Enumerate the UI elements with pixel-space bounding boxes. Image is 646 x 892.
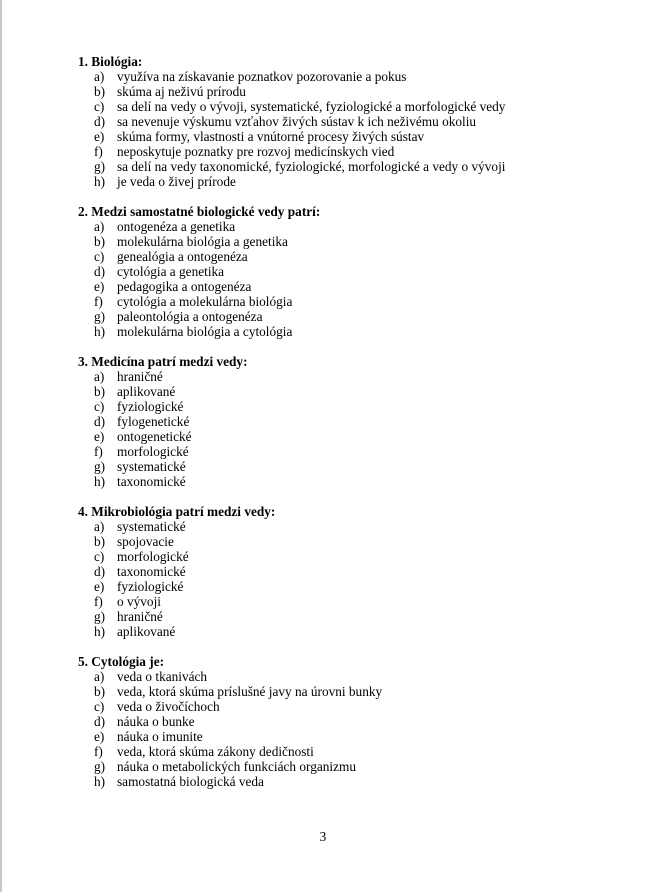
answer-text: hraničné — [117, 369, 163, 384]
answer-letter: d) — [94, 264, 106, 279]
answer-letter: e) — [94, 429, 105, 444]
answer-option — [78, 579, 578, 594]
answer-option — [78, 594, 578, 609]
answer-text: náuka o bunke — [117, 714, 195, 729]
answer-option — [78, 429, 578, 444]
answer-option — [78, 369, 578, 384]
answer-letter: g) — [94, 609, 106, 624]
answer-option — [78, 414, 578, 429]
answer-option — [78, 84, 578, 99]
answer-letter: a) — [94, 69, 105, 84]
answer-text: veda, ktorá skúma zákony dedičnosti — [117, 744, 314, 759]
question-title: 2. Medzi samostatné biologické vedy patrí: — [78, 204, 321, 219]
answer-option — [78, 234, 578, 249]
answer-letter: h) — [94, 474, 106, 489]
answer-text: využíva na získavanie poznatkov pozorovanie a pokus — [117, 69, 407, 84]
answer-text: molekulárna biológia a cytológia — [117, 324, 293, 339]
question-title: 1. Biológia: — [78, 54, 143, 69]
answer-option — [78, 114, 578, 129]
answer-text: cytológia a genetika — [117, 264, 225, 279]
question-2 — [78, 204, 578, 339]
answer-list — [78, 369, 578, 489]
answer-text: ontogenetické — [117, 429, 192, 444]
answer-letter: f) — [94, 294, 103, 309]
answer-option — [78, 609, 578, 624]
answer-text: genealógia a ontogenéza — [117, 249, 248, 264]
answer-option — [78, 294, 578, 309]
answer-text: hraničné — [117, 609, 163, 624]
answer-option — [78, 549, 578, 564]
answer-text: veda o živočíchoch — [117, 699, 220, 714]
answer-text: sa delí na vedy o vývoji, systematické, fyziologické a morfologické vedy — [117, 99, 506, 114]
answer-option — [78, 144, 578, 159]
answer-option — [78, 459, 578, 474]
answer-option — [78, 759, 578, 774]
answer-letter: e) — [94, 729, 105, 744]
answer-option — [78, 774, 578, 789]
answer-letter: g) — [94, 459, 106, 474]
answer-letter: d) — [94, 564, 106, 579]
answer-option — [78, 714, 578, 729]
answer-letter: e) — [94, 279, 105, 294]
answer-text: molekulárna biológia a genetika — [117, 234, 288, 249]
answer-text: taxonomické — [117, 474, 186, 489]
answer-option — [78, 174, 578, 189]
answer-text: pedagogika a ontogenéza — [117, 279, 252, 294]
answer-option — [78, 384, 578, 399]
page-number: 3 — [319, 829, 327, 844]
answer-option — [78, 474, 578, 489]
answer-letter: d) — [94, 114, 106, 129]
answer-option — [78, 279, 578, 294]
answer-text: skúma aj neživú prírodu — [117, 84, 246, 99]
answer-list — [78, 219, 578, 339]
question-title: 5. Cytológia je: — [78, 654, 165, 669]
answer-option — [78, 729, 578, 744]
answer-option — [78, 129, 578, 144]
answer-text: morfologické — [117, 549, 189, 564]
answer-text: veda o tkanivách — [117, 669, 208, 684]
question-title: 3. Medicína patrí medzi vedy: — [78, 354, 248, 369]
answer-letter: b) — [94, 534, 106, 549]
question-1 — [78, 54, 578, 189]
answer-list — [78, 519, 578, 639]
answer-letter: a) — [94, 369, 105, 384]
answer-text: je veda o živej prírode — [117, 174, 236, 189]
answer-letter: b) — [94, 684, 106, 699]
answer-option — [78, 669, 578, 684]
answer-letter: g) — [94, 759, 106, 774]
answer-text: sa nevenuje výskumu vzťahov živých sústav k ich neživému okoliu — [117, 114, 477, 129]
answer-letter: a) — [94, 519, 105, 534]
answer-text: veda, ktorá skúma príslušné javy na úrovni bunky — [117, 684, 383, 699]
answer-text: o vývoji — [117, 594, 161, 609]
answer-text: neposkytuje poznatky pre rozvoj medicínskych vied — [117, 144, 395, 159]
answer-letter: c) — [94, 549, 105, 564]
answer-option — [78, 519, 578, 534]
answer-text: skúma formy, vlastnosti a vnútorné procesy živých sústav — [117, 129, 425, 144]
answer-letter: a) — [94, 219, 105, 234]
answer-option — [78, 219, 578, 234]
answer-letter: c) — [94, 699, 105, 714]
question-list — [78, 54, 578, 804]
answer-letter: c) — [94, 249, 105, 264]
answer-letter: b) — [94, 384, 106, 399]
answer-text: cytológia a molekulárna biológia — [117, 294, 293, 309]
answer-letter: b) — [94, 84, 106, 99]
answer-letter: d) — [94, 714, 106, 729]
answer-letter: c) — [94, 99, 105, 114]
answer-text: náuka o imunite — [117, 729, 203, 744]
answer-letter: f) — [94, 444, 103, 459]
answer-letter: h) — [94, 624, 106, 639]
answer-letter: d) — [94, 414, 106, 429]
answer-letter: f) — [94, 144, 103, 159]
answer-text: ontogenéza a genetika — [117, 219, 236, 234]
answer-option — [78, 99, 578, 114]
answer-letter: f) — [94, 744, 103, 759]
answer-letter: a) — [94, 669, 105, 684]
question-3 — [78, 354, 578, 489]
answer-text: fylogenetické — [117, 414, 190, 429]
answer-option — [78, 159, 578, 174]
answer-option — [78, 399, 578, 414]
answer-text: aplikované — [117, 624, 176, 639]
answer-option — [78, 534, 578, 549]
answer-letter: g) — [94, 309, 106, 324]
answer-text: fyziologické — [117, 579, 184, 594]
answer-text: fyziologické — [117, 399, 184, 414]
answer-text: náuka o metabolických funkciách organizmu — [117, 759, 357, 774]
answer-list — [78, 669, 578, 789]
answer-letter: g) — [94, 159, 106, 174]
answer-text: aplikované — [117, 384, 176, 399]
answer-option — [78, 744, 578, 759]
answer-text: morfologické — [117, 444, 189, 459]
answer-letter: b) — [94, 234, 106, 249]
answer-text: systematické — [117, 459, 186, 474]
answer-option — [78, 264, 578, 279]
answer-text: systematické — [117, 519, 186, 534]
answer-letter: e) — [94, 129, 105, 144]
question-title: 4. Mikrobiológia patrí medzi vedy: — [78, 504, 276, 519]
answer-option — [78, 699, 578, 714]
answer-option — [78, 444, 578, 459]
question-5 — [78, 654, 578, 789]
answer-option — [78, 684, 578, 699]
answer-letter: h) — [94, 324, 106, 339]
answer-text: spojovacie — [117, 534, 174, 549]
question-4 — [78, 504, 578, 639]
answer-text: paleontológia a ontogenéza — [117, 309, 263, 324]
answer-letter: f) — [94, 594, 103, 609]
answer-text: samostatná biologická veda — [117, 774, 264, 789]
answer-option — [78, 309, 578, 324]
answer-letter: h) — [94, 774, 106, 789]
answer-option — [78, 564, 578, 579]
answer-option — [78, 324, 578, 339]
answer-letter: h) — [94, 174, 106, 189]
answer-option — [78, 249, 578, 264]
answer-text: sa delí na vedy taxonomické, fyziologické, morfologické a vedy o vývoji — [117, 159, 506, 174]
answer-option — [78, 624, 578, 639]
answer-text: taxonomické — [117, 564, 186, 579]
answer-list — [78, 69, 578, 189]
answer-option — [78, 69, 578, 84]
answer-letter: e) — [94, 579, 105, 594]
answer-letter: c) — [94, 399, 105, 414]
